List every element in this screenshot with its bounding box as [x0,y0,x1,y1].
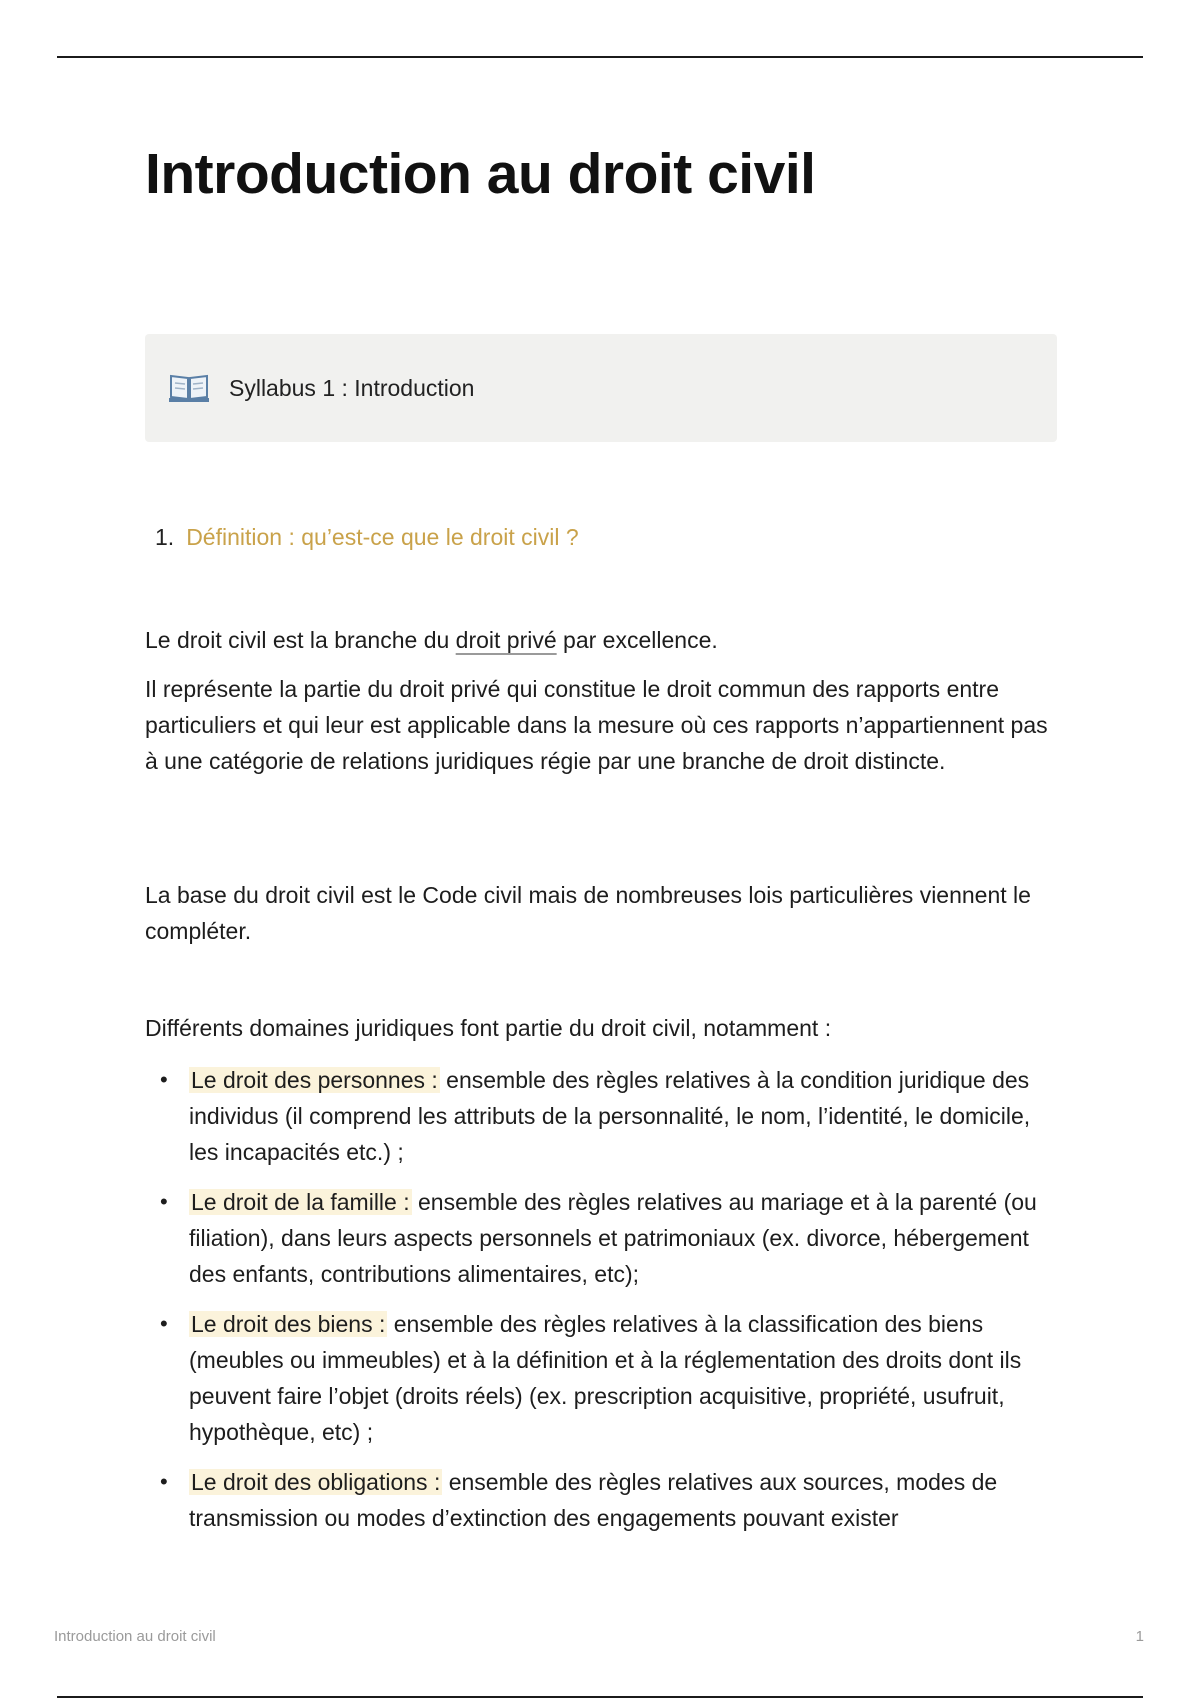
domain-term: Le droit des obligations : [191,1469,441,1495]
paragraph-1-after: par excellence. [556,627,718,653]
paragraph-4: Différents domaines juridiques font partie du droit civil, notamment : [145,1015,832,1041]
droit-prive-link[interactable]: droit privé [455,627,557,653]
domain-text: ensemble des règles relatives aux sources, modes de transmission ou modes d’extinction des engagements pouvant exister [189,1469,998,1531]
bullet: • [160,1189,168,1214]
page-header [145,140,1057,208]
list-item [145,1464,1065,1536]
list-item [145,1062,1065,1170]
page-number: 1 [1135,1628,1144,1645]
domain-term: Le droit des biens : [191,1311,386,1337]
page-title: Introduction au droit civil [145,142,816,206]
paragraph-1-before: Le droit civil est la branche du [145,627,456,653]
paragraph-2: Il représente la partie du droit privé qui constitue le droit commun des rapports entre particuliers et qui leur est applicable dans la mesure où ces rapports n’appartiennent pas à une catégorie de relations juridiques régie par une branche de droit distincte. [145,676,1048,774]
syllabus-callout[interactable] [145,334,1057,442]
callout-text: Syllabus 1 : Introduction [229,374,475,401]
section-heading-text: Définition : qu’est-ce que le droit civil ? [186,524,579,550]
top-rule [57,56,1143,58]
section-number: 1. [155,524,175,550]
list-item [145,1184,1065,1292]
domain-term: Le droit des personnes : [191,1067,438,1093]
bullet: • [160,1067,168,1092]
bottom-rule [57,1696,1143,1698]
open-book-icon [167,372,211,404]
list-item [145,1306,1065,1450]
footer-title: Introduction au droit civil [54,1628,216,1645]
domain-text: ensemble des règles relatives à la condition juridique des individus (il comprend les attributs de la personnalité, le nom, l’identité, le domicile, les incapacités etc.) ; [189,1067,1031,1165]
bullet: • [160,1311,168,1336]
paragraph-3: La base du droit civil est le Code civil mais de nombreuses lois particulières viennent le compléter. [145,882,1031,944]
bullet: • [160,1469,168,1494]
section-heading [155,524,579,551]
paragraph-1 [145,622,1057,658]
domain-text: ensemble des règles relatives au mariage et à la parenté (ou filiation), dans leurs aspects personnels et patrimoniaux (ex. divorce, hébergement des enfants, contributions alimentaires, etc); [189,1189,1037,1287]
domain-term: Le droit de la famille : [191,1189,410,1215]
domains-list [145,1062,1065,1550]
domain-text: ensemble des règles relatives à la classification des biens (meubles ou immeubles) et à la définition et à la réglementation des droits dont ils peuvent faire l’objet (droits réels) (ex. prescription acquisitive, propriété, usufruit, hypothèque, etc) ; [189,1311,1022,1445]
